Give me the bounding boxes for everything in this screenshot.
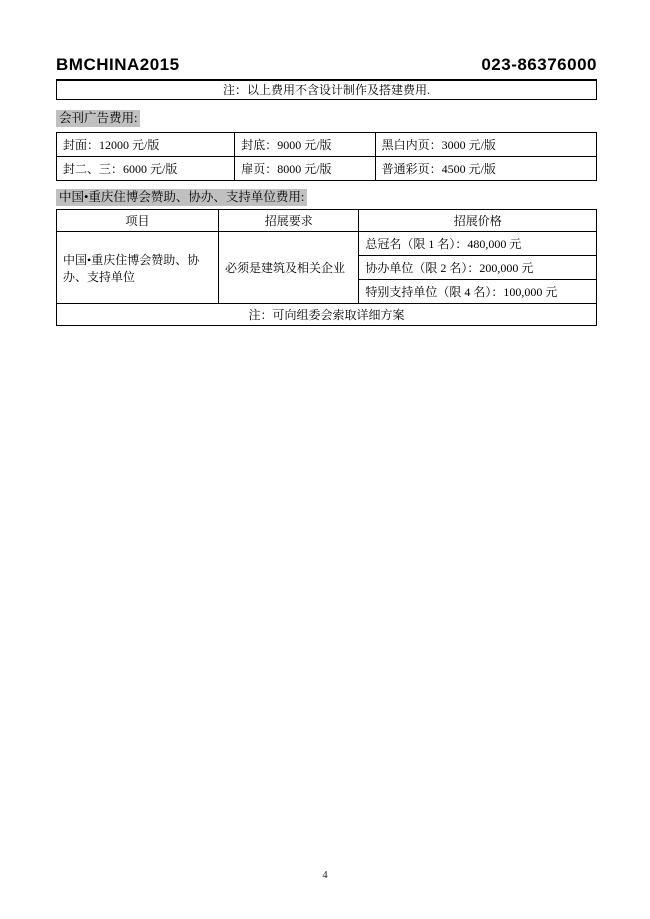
- sponsor-table-note: 注：可向组委会索取详细方案: [57, 304, 597, 326]
- table-row: [57, 133, 597, 157]
- table-row: [57, 157, 597, 181]
- page-number: 4: [322, 870, 328, 881]
- col-header-requirement: 招展要求: [219, 210, 359, 232]
- top-note-text: 注：以上费用不含设计制作及搭建费用.: [222, 83, 430, 97]
- header-phone: 023-86376000: [481, 55, 597, 74]
- ad-cell-flyleaf: 扉页：8000 元/版: [235, 157, 375, 181]
- sponsor-fees-table: [56, 209, 597, 326]
- ad-cell-front-cover: 封面：12000 元/版: [57, 133, 235, 157]
- col-header-project: 项目: [57, 210, 219, 232]
- price-co-organizer: 协办单位（限 2 名）：200,000 元: [359, 256, 597, 280]
- ad-cell-bw-inside-page: 黑白内页：3000 元/版: [375, 133, 596, 157]
- spacer: [56, 181, 597, 188]
- page-content: [56, 55, 597, 326]
- table-note-row: [57, 304, 597, 326]
- table-row: [57, 232, 597, 256]
- page-header: [56, 55, 597, 79]
- sponsor-project-cell: 中国•重庆住博会赞助、协办、支持单位: [57, 232, 219, 304]
- ad-cell-back-cover: 封底：9000 元/版: [235, 133, 375, 157]
- price-title-sponsor: 总冠名（限 1 名）：480,000 元: [359, 232, 597, 256]
- table-header-row: [57, 210, 597, 232]
- spacer: [56, 100, 597, 109]
- ad-fees-table: [56, 132, 597, 181]
- header-title: BMCHINA2015: [56, 55, 180, 74]
- section-ad-fees-label: 会刊广告费用:: [56, 110, 140, 127]
- col-header-price: 招展价格: [359, 210, 597, 232]
- section-sponsor-fees-label: 中国•重庆住博会赞助、协办、支持单位费用:: [56, 189, 307, 206]
- ad-cell-color-page: 普通彩页：4500 元/版: [375, 157, 596, 181]
- sponsor-requirement-cell: 必须是建筑及相关企业: [219, 232, 359, 304]
- top-note-box: [56, 79, 597, 100]
- ad-cell-inside-covers: 封二、三：6000 元/版: [57, 157, 235, 181]
- price-special-supporter: 特别支持单位（限 4 名）：100,000 元: [359, 280, 597, 304]
